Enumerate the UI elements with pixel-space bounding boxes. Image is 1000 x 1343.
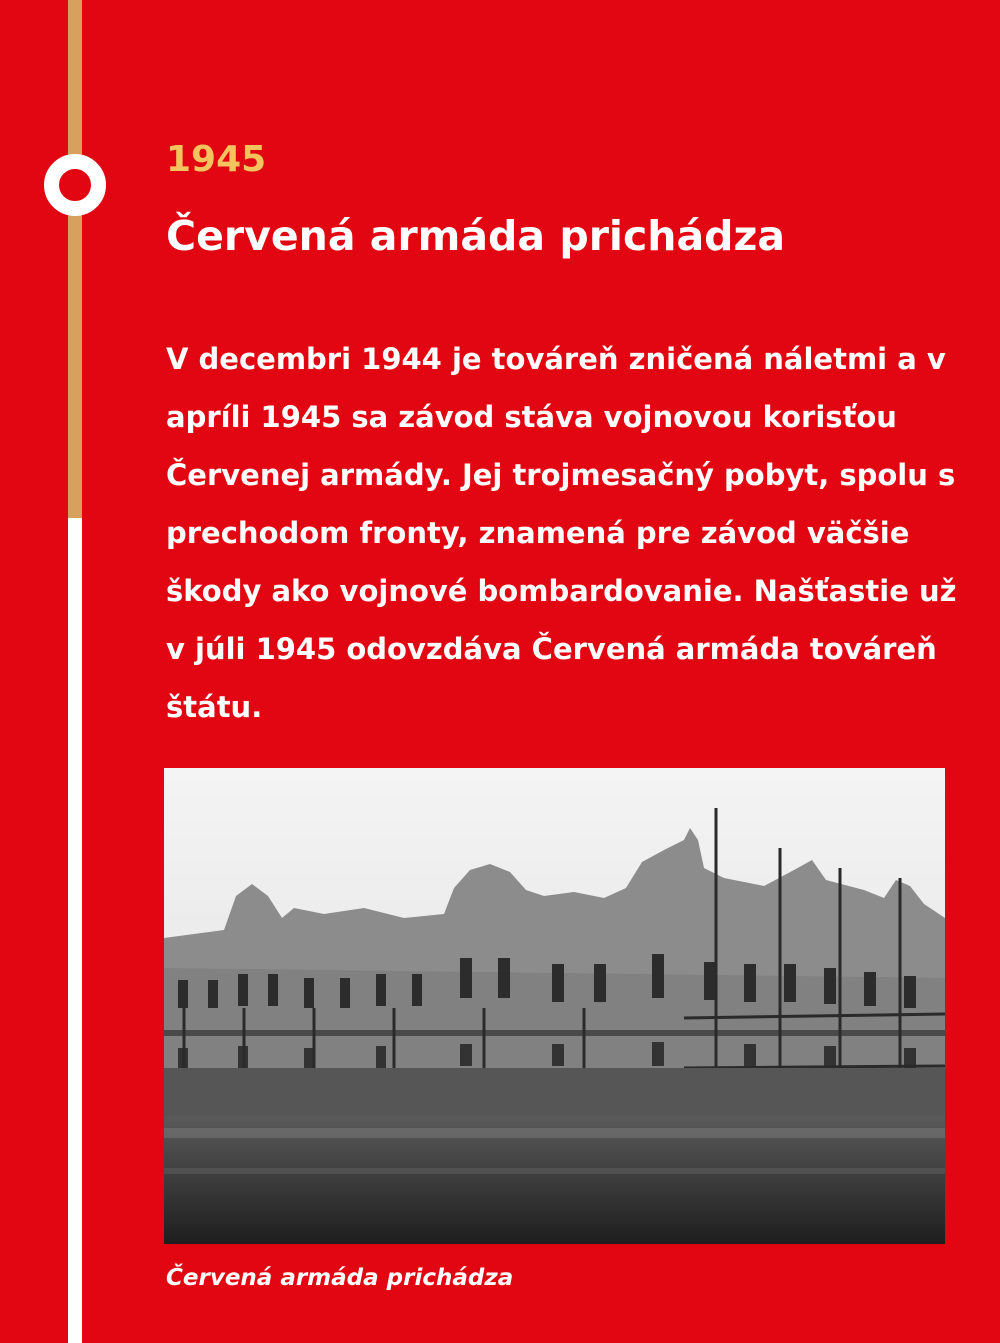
factory-photo: [164, 768, 945, 1244]
timeline-line-lower: [68, 518, 82, 1343]
timeline-marker-icon: [44, 154, 106, 216]
photo-caption: Červená armáda prichádza: [166, 1265, 514, 1291]
timeline-line-upper: [68, 0, 82, 518]
timeline-body-text: V decembri 1944 je továreň zničená náletmi a v apríli 1945 sa závod stáva vojnovou korisťou Červenej armády. Jej trojmesačný pobyt, spolu s prechodom fronty, znamená pre závod väčšie škody ako vojnové bombardovanie. Našťastie už v júli 1945 odovzdáva Červená armáda továreň štátu.: [166, 342, 957, 724]
timeline-year: 1945: [166, 139, 267, 180]
timeline-title: Červená armáda prichádza: [166, 212, 786, 260]
factory-photo-image: [164, 768, 945, 1244]
